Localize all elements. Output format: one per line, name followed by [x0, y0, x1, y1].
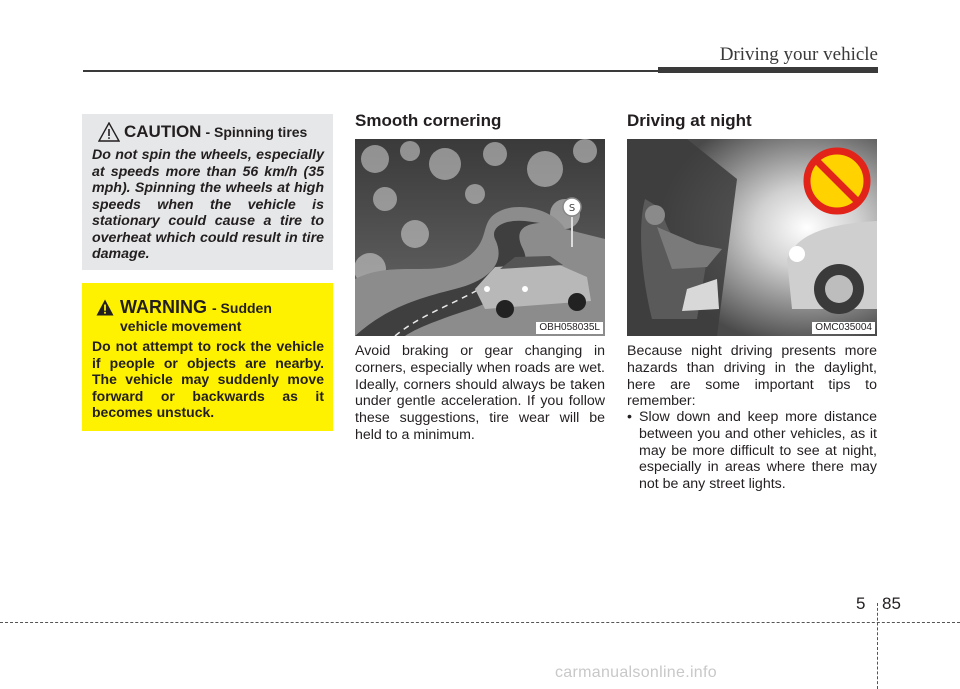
footer-rule [0, 622, 960, 623]
snowy-road-car-image [355, 139, 605, 336]
warning-label: WARNING [120, 297, 207, 317]
cornering-image-code: OBH058035L [536, 322, 603, 334]
watermark: carmanualsonline.info [555, 664, 717, 681]
caution-header [98, 122, 307, 142]
list-item [627, 409, 877, 493]
warning-header [96, 297, 272, 318]
bullet-icon: • [627, 409, 632, 425]
caution-subtitle: - Spinning tires [205, 124, 308, 140]
cornering-illustration [355, 139, 605, 336]
section-title: Driving your vehicle [719, 44, 878, 65]
smooth-cornering-text: Avoid braking or gear changing in corners, especially when roads are wet. Ideally, corners should always be taken under gentle acceleration. If you follow these suggestions, tire wear will be held to a minimum. [355, 343, 605, 443]
night-driving-illustration [627, 139, 877, 336]
caution-box [82, 114, 333, 270]
svg-text:S: S [568, 203, 576, 214]
page-number: 85 [882, 594, 901, 613]
warning-subtitle: - Sudden [212, 300, 272, 316]
warning-subtitle-line2: vehicle movement [120, 318, 242, 334]
caution-text: Do not spin the wheels, especially at speeds more than 56 km/h (35 mph). Spinning the wheels at high speeds when the vehicle is stationary could cause a tire to overheat which could result in tire damage. [92, 147, 324, 262]
chapter-number: 5 [856, 594, 866, 613]
bullet-text: Slow down and keep more distance between you and other vehicles, as it may be more difficult to see at night, especially in areas where there may not be any street lights. [639, 409, 877, 493]
driving-at-night-intro: Because night driving presents more hazards than driving in the daylight, here are some important tips to remember: [627, 343, 877, 410]
warning-triangle-icon [96, 299, 114, 316]
warning-box [82, 283, 333, 431]
night-headlight-glare-image [627, 139, 877, 336]
driving-at-night-heading: Driving at night [627, 111, 752, 130]
header-rule [83, 70, 663, 72]
caution-triangle-icon [98, 122, 120, 142]
smooth-cornering-heading: Smooth cornering [355, 111, 502, 130]
header-rule-accent [658, 67, 878, 73]
warning-text: Do not attempt to rock the vehicle if people or objects are nearby. The vehicle may suddenly move forward or backwards as it becomes unstuck. [92, 338, 324, 421]
caution-label: CAUTION [124, 122, 202, 141]
night-image-code: OMC035004 [812, 322, 875, 334]
footer-divider [877, 603, 878, 689]
